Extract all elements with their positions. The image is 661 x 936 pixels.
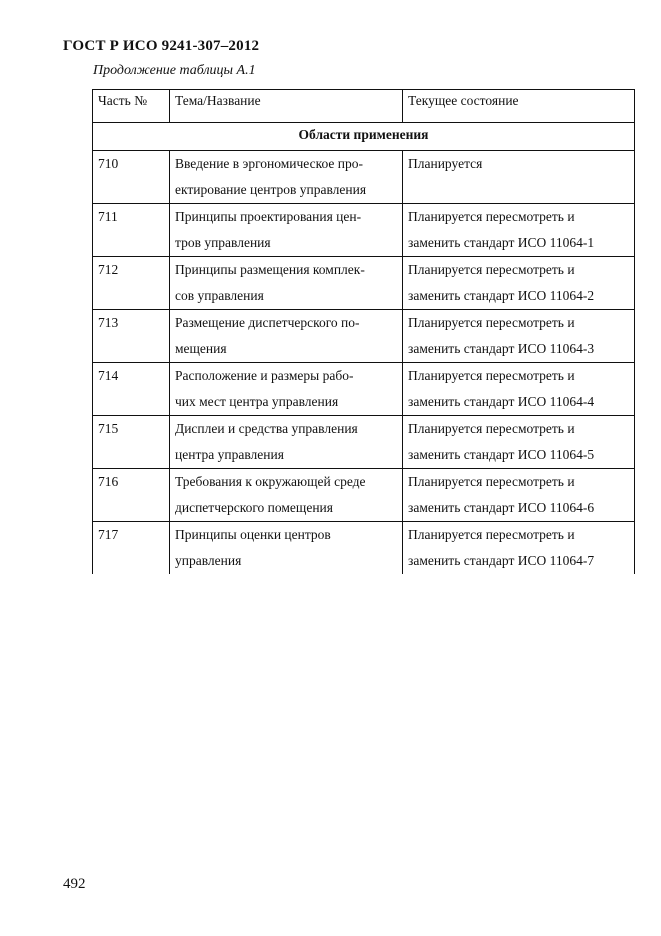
part-number-cell (93, 469, 170, 522)
part-number: 711 (98, 209, 118, 224)
title-line: Дисплеи и средства управления (175, 421, 358, 436)
status-cell (403, 522, 635, 575)
title-cell (170, 416, 403, 469)
column-header-title: Тема/Название (170, 90, 403, 123)
column-header-part: Часть № (93, 90, 170, 123)
status-line (408, 177, 629, 203)
title-line: Принципы размещения комплек- (175, 262, 365, 277)
section-row (93, 123, 635, 151)
title-cell (170, 204, 403, 257)
status-cell (403, 469, 635, 522)
status-line: Планируется пересмотреть и (408, 368, 575, 383)
status-line: заменить стандарт ИСО 11064-1 (408, 235, 595, 250)
part-number-cell (93, 257, 170, 310)
document-header: ГОСТ Р ИСО 9241-307–2012 (63, 38, 260, 54)
table-row (93, 363, 635, 416)
table-header-row (93, 90, 635, 123)
title-line: Размещение диспетчерского по- (175, 315, 360, 330)
table-row (93, 522, 635, 575)
status-cell (403, 257, 635, 310)
status-cell (403, 204, 635, 257)
status-cell (403, 310, 635, 363)
status-line: Планируется пересмотреть и (408, 527, 575, 542)
table-row (93, 204, 635, 257)
part-number: 714 (98, 368, 119, 383)
title-line: мещения (175, 341, 227, 356)
status-line: Планируется пересмотреть и (408, 421, 575, 436)
table-row (93, 469, 635, 522)
title-cell (170, 310, 403, 363)
title-line: диспетчерского помещения (175, 500, 333, 515)
part-number-cell (93, 151, 170, 204)
title-cell (170, 257, 403, 310)
title-cell (170, 151, 403, 204)
table-row (93, 257, 635, 310)
status-cell (403, 151, 635, 204)
title-cell (170, 522, 403, 575)
part-number: 710 (98, 156, 119, 171)
title-line: Введение в эргономическое про- (175, 156, 364, 171)
status-line: заменить стандарт ИСО 11064-4 (408, 394, 595, 409)
standards-table (92, 89, 635, 574)
title-cell (170, 469, 403, 522)
part-number: 715 (98, 421, 119, 436)
title-line: центра управления (175, 447, 284, 462)
title-line: тров управления (175, 235, 271, 250)
part-number: 717 (98, 527, 119, 542)
title-line: управления (175, 553, 242, 568)
part-number: 713 (98, 315, 119, 330)
status-line: заменить стандарт ИСО 11064-3 (408, 341, 595, 356)
table-row (93, 151, 635, 204)
status-line: Планируется пересмотреть и (408, 474, 575, 489)
part-number-cell (93, 416, 170, 469)
part-number-cell (93, 363, 170, 416)
title-line: Принципы проектирования цен- (175, 209, 362, 224)
table-row (93, 310, 635, 363)
status-line: Планируется пересмотреть и (408, 262, 575, 277)
status-line: заменить стандарт ИСО 11064-2 (408, 288, 595, 303)
title-line: Принципы оценки центров (175, 527, 331, 542)
part-number-cell (93, 310, 170, 363)
part-number: 712 (98, 262, 119, 277)
table-caption: Продолжение таблицы А.1 (93, 63, 256, 78)
title-cell (170, 363, 403, 416)
status-cell (403, 363, 635, 416)
column-header-status: Текущее состояние (403, 90, 635, 123)
part-number: 716 (98, 474, 119, 489)
part-number-cell (93, 204, 170, 257)
table-row (93, 416, 635, 469)
title-line: Требования к окружающей среде (175, 474, 366, 489)
title-line: сов управления (175, 288, 264, 303)
title-line: чих мест центра управления (175, 394, 339, 409)
status-cell (403, 416, 635, 469)
status-line: Планируется (408, 156, 483, 171)
status-line: заменить стандарт ИСО 11064-6 (408, 500, 595, 515)
title-line: ектирование центров управления (175, 182, 367, 197)
section-title: Области применения (93, 123, 635, 151)
table-container (92, 89, 634, 574)
status-line: Планируется пересмотреть и (408, 209, 575, 224)
page-number: 492 (63, 876, 86, 892)
status-line: заменить стандарт ИСО 11064-7 (408, 553, 595, 568)
part-number-cell (93, 522, 170, 575)
status-line: заменить стандарт ИСО 11064-5 (408, 447, 595, 462)
title-line: Расположение и размеры рабо- (175, 368, 354, 383)
status-line: Планируется пересмотреть и (408, 315, 575, 330)
